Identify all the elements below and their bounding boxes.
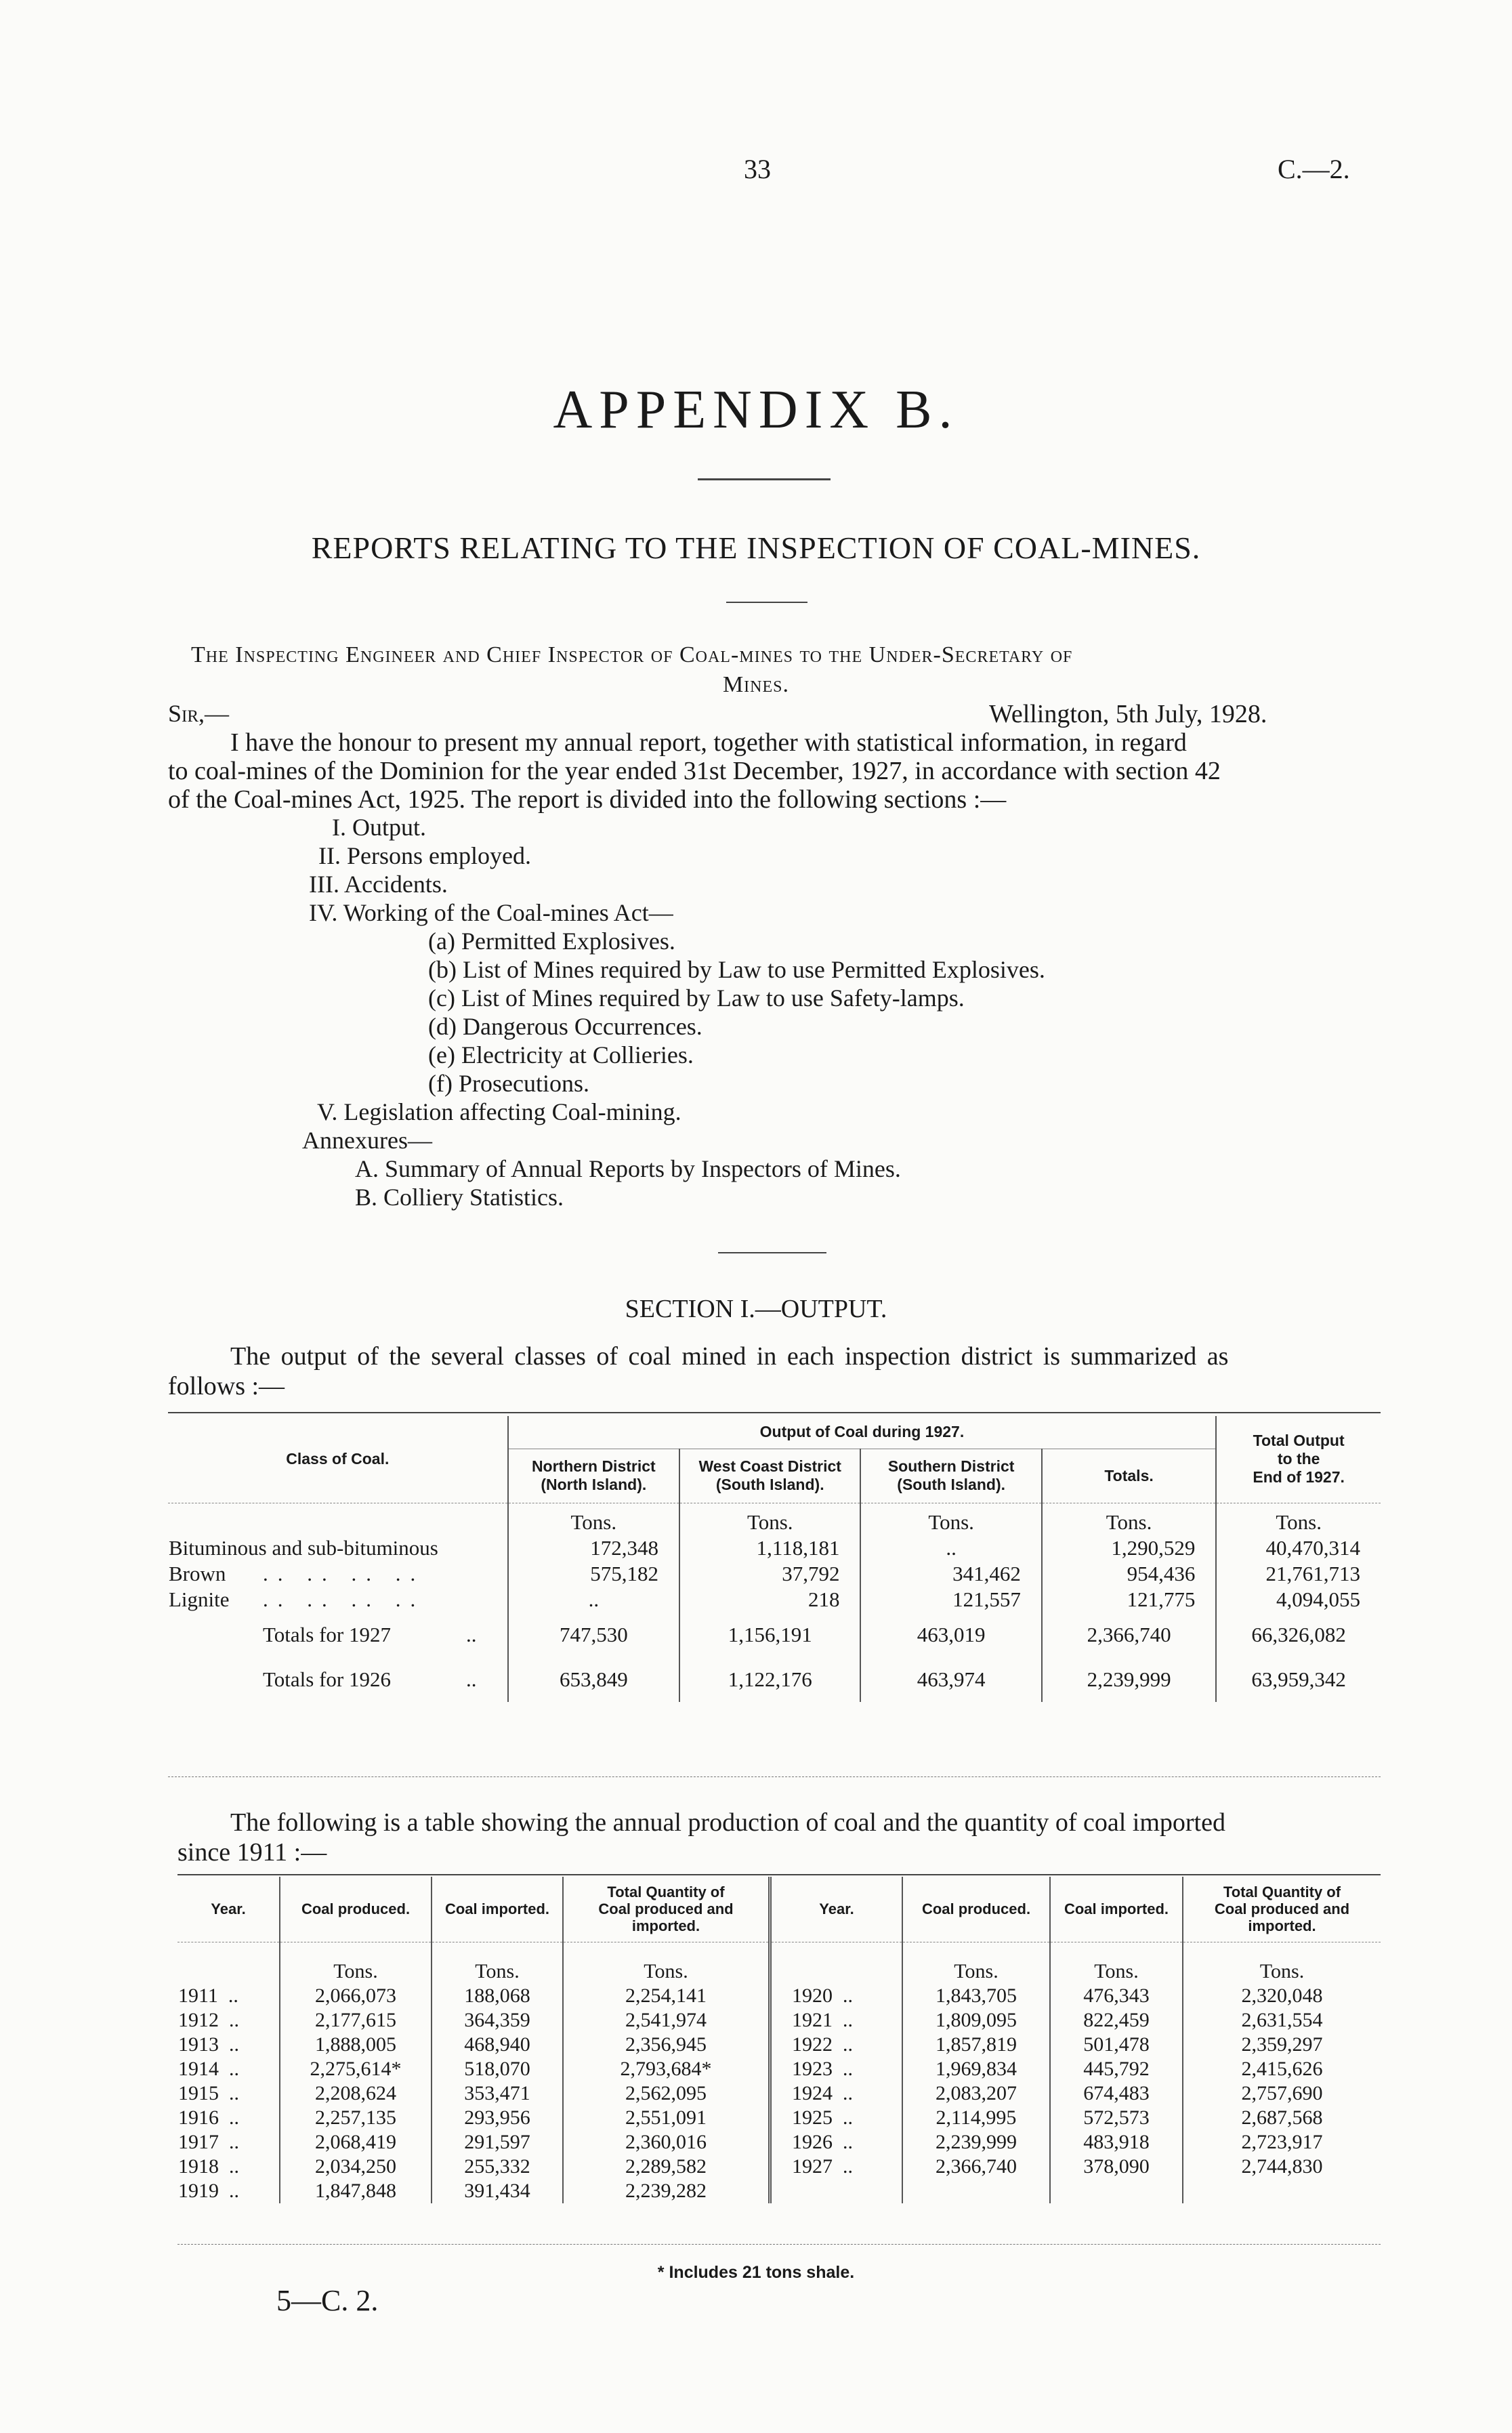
table-row [177, 1984, 1381, 2008]
col-year: Year. [211, 1900, 246, 1918]
cell: 341,462 [860, 1561, 1041, 1587]
col-text: Coal produced and [1214, 1900, 1350, 1918]
leader-dots: .. [217, 1984, 238, 2007]
col-total-text: to the [1277, 1450, 1320, 1468]
cell: 391,434 [432, 2179, 563, 2203]
unit-label: Tons. [679, 1503, 860, 1535]
year-text: 1924 [792, 2082, 833, 2104]
col-text: imported. [631, 1917, 700, 1935]
row-label [168, 1613, 508, 1657]
unit-label: Tons. [280, 1942, 432, 1984]
col-year: Year. [770, 1877, 903, 1942]
production-intro: The following is a table showing the annual production of coal and the quantity of coal imported [230, 1808, 1225, 1837]
col-text: (South Island). [715, 1476, 824, 1493]
salutation: Sir,— [168, 700, 230, 727]
year-cell [770, 2130, 903, 2155]
col-southern [860, 1449, 1041, 1503]
cell: 2,068,419 [280, 2130, 432, 2155]
cell: 2,114,995 [902, 2106, 1050, 2130]
cell: 291,597 [432, 2130, 563, 2155]
list-item: Annexures— [302, 1127, 432, 1154]
cell: 476,343 [1050, 1984, 1183, 2008]
cell: 1,809,095 [902, 2008, 1050, 2033]
footnote: * Includes 21 tons shale. [657, 2263, 855, 2282]
year-text: 1926 [792, 2131, 833, 2153]
col-class: Class of Coal. [286, 1450, 390, 1468]
table-row [177, 2057, 1381, 2081]
cell: 2,208,624 [280, 2081, 432, 2106]
cell: 747,530 [508, 1613, 679, 1657]
cell: 445,792 [1050, 2057, 1183, 2081]
cell: 1,118,181 [679, 1535, 860, 1561]
page-number: 33 [744, 154, 771, 184]
col-text: Total Quantity of [607, 1884, 725, 1901]
cell: 1,156,191 [679, 1613, 860, 1657]
cell: 218 [679, 1587, 860, 1613]
cell: 518,070 [432, 2057, 563, 2081]
table-rule [177, 2244, 1381, 2245]
col-produced: Coal produced. [280, 1877, 432, 1942]
year-cell [177, 2179, 280, 2203]
col-total-text: End of 1927. [1253, 1468, 1345, 1486]
leader-dots: .. [833, 2082, 853, 2104]
section-title: SECTION I.—OUTPUT. [625, 1295, 887, 1323]
leader-dots: .. .. .. .. [263, 1562, 425, 1585]
cell: 468,940 [432, 2033, 563, 2057]
unit-label: Tons. [563, 1942, 770, 1984]
totals-row [168, 1613, 1381, 1657]
leader-dots: .. .. .. .. [263, 1587, 425, 1611]
appendix-title: APPENDIX B. [553, 380, 959, 440]
cell: 501,478 [1050, 2033, 1183, 2057]
year-text: 1923 [792, 2058, 833, 2080]
cell: 954,436 [1042, 1561, 1217, 1587]
col-text: Total Quantity of [1223, 1884, 1341, 1901]
cell: 2,254,141 [563, 1984, 770, 2008]
cell: 188,068 [432, 1984, 563, 2008]
cell: 653,849 [508, 1657, 679, 1702]
list-item: B. Colliery Statistics. [355, 1184, 564, 1211]
list-item: A. Summary of Annual Reports by Inspectors of Mines. [355, 1155, 901, 1182]
addressee-line: The Inspecting Engineer and Chief Inspector of Coal-mines to the Under-Secretary of [191, 642, 1073, 667]
leader-dots: .. [219, 2058, 239, 2080]
cell: .. [860, 1535, 1041, 1561]
year-cell [177, 2130, 280, 2155]
row-label [168, 1657, 508, 1702]
cell: 2,793,684* [563, 2057, 770, 2081]
year-cell [177, 2081, 280, 2106]
year-cell [177, 2057, 280, 2081]
cell: 572,573 [1050, 2106, 1183, 2130]
list-item: V. Legislation affecting Coal-mining. [317, 1098, 681, 1125]
row-label-text: Brown [169, 1562, 226, 1585]
cell: 2,631,554 [1183, 2008, 1381, 2033]
unit-label: Tons. [508, 1503, 679, 1535]
cell: 255,332 [432, 2155, 563, 2179]
cell: 575,182 [508, 1561, 679, 1587]
addressee-line: Mines. [722, 672, 790, 697]
output-intro: follows :— [168, 1372, 285, 1400]
year-cell [177, 1984, 280, 2008]
output-table [168, 1416, 1381, 1702]
cell: 364,359 [432, 2008, 563, 2033]
year-text: 1918 [178, 2155, 219, 2178]
cell: 4,094,055 [1216, 1587, 1381, 1613]
cell: 2,356,945 [563, 2033, 770, 2057]
list-item: (a) Permitted Explosives. [428, 928, 675, 955]
cell: 2,687,568 [1183, 2106, 1381, 2130]
col-text: (North Island). [541, 1476, 647, 1493]
leader-dots: .. [833, 2155, 853, 2178]
cell: 2,289,582 [563, 2155, 770, 2179]
year-cell [770, 2008, 903, 2033]
cell: 1,847,848 [280, 2179, 432, 2203]
cell: 21,761,713 [1216, 1561, 1381, 1587]
divider [698, 478, 831, 480]
col-text: Coal produced and [598, 1900, 734, 1918]
unit-label: Tons. [1216, 1503, 1381, 1535]
place-date: Wellington, 5th July, 1928. [989, 700, 1267, 728]
year-cell [177, 2106, 280, 2130]
table-row [168, 1587, 1381, 1613]
leader-dots: .. [833, 2106, 853, 2129]
col-west-coast [679, 1449, 860, 1503]
row-label: Bituminous and sub-bituminous [169, 1536, 438, 1560]
col-total-output [1216, 1416, 1381, 1503]
cell [902, 2179, 1050, 2203]
col-text: Northern District [531, 1457, 656, 1475]
output-intro: The output of the several classes of coal mined in each inspection district is summarized as [230, 1342, 1229, 1371]
unit-label: Tons. [432, 1942, 563, 1984]
year-cell [770, 2081, 903, 2106]
col-output-group: Output of Coal during 1927. [508, 1416, 1217, 1449]
list-item: (f) Prosecutions. [428, 1070, 589, 1097]
table-rule [168, 1776, 1381, 1777]
table-row [177, 2008, 1381, 2033]
cell: 2,366,740 [1042, 1613, 1217, 1657]
year-cell [177, 2008, 280, 2033]
leader-dots: .. [466, 1667, 477, 1691]
cell: 2,541,974 [563, 2008, 770, 2033]
cell: 2,744,830 [1183, 2155, 1381, 2179]
leader-dots: .. [219, 2180, 239, 2202]
year-cell [770, 2033, 903, 2057]
leader-dots: .. [833, 2131, 853, 2153]
cell: 1,843,705 [902, 1984, 1050, 2008]
leader-dots: .. [833, 1984, 853, 2007]
cell: 40,470,314 [1216, 1535, 1381, 1561]
col-total [563, 1877, 770, 1942]
reports-title: REPORTS RELATING TO THE INSPECTION OF COAL-MINES. [311, 531, 1201, 565]
leader-dots: .. [219, 2082, 239, 2104]
row-label-text: Totals for 1926 [263, 1667, 391, 1691]
cell: 1,290,529 [1042, 1535, 1217, 1561]
table-row [177, 2033, 1381, 2057]
letter-body: I have the honour to present my annual report, together with statistical information, in regard [230, 728, 1187, 757]
cell: 2,757,690 [1183, 2081, 1381, 2106]
list-item: (d) Dangerous Occurrences. [428, 1013, 702, 1040]
totals-row [168, 1657, 1381, 1702]
year-text: 1914 [178, 2058, 219, 2080]
list-item: III. Accidents. [309, 871, 448, 898]
table-rule [177, 1874, 1381, 1875]
cell: 2,562,095 [563, 2081, 770, 2106]
row-label-text: Totals for 1927 [263, 1623, 391, 1646]
cell: 2,723,917 [1183, 2130, 1381, 2155]
cell: 2,034,250 [280, 2155, 432, 2179]
col-total-text: Total Output [1253, 1432, 1345, 1450]
production-table [177, 1877, 1381, 2203]
col-totals: Totals. [1042, 1449, 1217, 1503]
divider [726, 602, 807, 603]
unit-label: Tons. [860, 1503, 1041, 1535]
list-item: I. Output. [332, 814, 426, 841]
cell: 463,974 [860, 1657, 1041, 1702]
year-cell [770, 1984, 903, 2008]
year-text: 1919 [178, 2180, 219, 2202]
leader-dots: .. [833, 2058, 853, 2080]
cell: 2,415,626 [1183, 2057, 1381, 2081]
cell: 2,366,740 [902, 2155, 1050, 2179]
row-label [168, 1561, 508, 1587]
cell: 2,257,135 [280, 2106, 432, 2130]
cell: 2,359,297 [1183, 2033, 1381, 2057]
table-row [177, 2179, 1381, 2203]
leader-dots: .. [219, 2009, 239, 2031]
letter-body: of the Coal-mines Act, 1925. The report is divided into the following sections :— [168, 785, 1007, 814]
year-cell [177, 2155, 280, 2179]
cell [1183, 2179, 1381, 2203]
year-cell [770, 2155, 903, 2179]
cell: 463,019 [860, 1613, 1041, 1657]
cell [1050, 2179, 1183, 2203]
cell: 822,459 [1050, 2008, 1183, 2033]
cell: 66,326,082 [1216, 1613, 1381, 1657]
table-rule [168, 1412, 1381, 1413]
year-text: 1917 [178, 2131, 219, 2153]
table-row [177, 2081, 1381, 2106]
cell: 2,551,091 [563, 2106, 770, 2130]
list-item: (c) List of Mines required by Law to use Safety-lamps. [428, 984, 965, 1012]
cell: 121,775 [1042, 1587, 1217, 1613]
col-imported: Coal imported. [432, 1877, 563, 1942]
list-item: (b) List of Mines required by Law to use Permitted Explosives. [428, 956, 1045, 983]
year-cell [177, 2033, 280, 2057]
cell: 1,122,176 [679, 1657, 860, 1702]
table-row [177, 2155, 1381, 2179]
year-text: 1911 [178, 1984, 218, 2007]
cell: 63,959,342 [1216, 1657, 1381, 1702]
table-row [168, 1561, 1381, 1587]
cell: 2,320,048 [1183, 1984, 1381, 2008]
list-item: IV. Working of the Coal-mines Act— [309, 899, 673, 926]
year-text: 1913 [178, 2033, 219, 2056]
table-row [168, 1535, 1381, 1561]
col-produced: Coal produced. [902, 1877, 1050, 1942]
unit-label: Tons. [1042, 1503, 1217, 1535]
cell: .. [508, 1587, 679, 1613]
leader-dots: .. [219, 2106, 239, 2129]
list-item: II. Persons employed. [318, 842, 531, 869]
year-cell [770, 2057, 903, 2081]
leader-dots: .. [833, 2033, 853, 2056]
cell: 1,969,834 [902, 2057, 1050, 2081]
production-intro: since 1911 :— [177, 1838, 327, 1867]
year-text: 1915 [178, 2082, 219, 2104]
doc-reference: C.—2. [1278, 154, 1350, 184]
row-label-text: Lignite [169, 1587, 230, 1611]
table-row [177, 2130, 1381, 2155]
col-imported: Coal imported. [1050, 1877, 1183, 1942]
section-list [0, 813, 1045, 1211]
divider [718, 1252, 826, 1253]
col-text: imported. [1248, 1917, 1316, 1935]
unit-label: Tons. [1183, 1942, 1381, 1984]
year-text: 1916 [178, 2106, 219, 2129]
cell: 2,177,615 [280, 2008, 432, 2033]
cell: 37,792 [679, 1561, 860, 1587]
cell: 2,275,614* [280, 2057, 432, 2081]
table-row [177, 2106, 1381, 2130]
year-text: 1922 [792, 2033, 833, 2056]
unit-label: Tons. [1050, 1942, 1183, 1984]
list-item: (e) Electricity at Collieries. [428, 1041, 694, 1068]
cell: 2,239,999 [902, 2130, 1050, 2155]
year-text: 1921 [792, 2009, 833, 2031]
unit-label: Tons. [902, 1942, 1050, 1984]
cell: 2,239,999 [1042, 1657, 1217, 1702]
year-cell [770, 2106, 903, 2130]
cell: 378,090 [1050, 2155, 1183, 2179]
year-text: 1927 [792, 2155, 833, 2178]
col-total [1183, 1877, 1381, 1942]
year-cell [770, 2179, 903, 2203]
col-northern [508, 1449, 679, 1503]
leader-dots: .. [219, 2033, 239, 2056]
leader-dots: .. [466, 1623, 477, 1646]
leader-dots: .. [833, 2009, 853, 2031]
cell: 2,239,282 [563, 2179, 770, 2203]
leader-dots: .. [219, 2131, 239, 2153]
year-text: 1912 [178, 2009, 219, 2031]
signature-mark: 5—C. 2. [276, 2284, 379, 2317]
year-text: 1920 [792, 1984, 833, 2007]
letter-body: to coal-mines of the Dominion for the year ended 31st December, 1927, in accordance with section 42 [168, 757, 1221, 785]
cell: 674,483 [1050, 2081, 1183, 2106]
cell: 172,348 [508, 1535, 679, 1561]
cell: 293,956 [432, 2106, 563, 2130]
cell: 1,888,005 [280, 2033, 432, 2057]
cell: 483,918 [1050, 2130, 1183, 2155]
year-text: 1925 [792, 2106, 833, 2129]
row-label [168, 1587, 508, 1613]
cell: 2,066,073 [280, 1984, 432, 2008]
col-text: West Coast District [698, 1457, 841, 1475]
col-text: Southern District [887, 1457, 1015, 1475]
cell: 2,083,207 [902, 2081, 1050, 2106]
leader-dots: .. [219, 2155, 239, 2178]
cell: 2,360,016 [563, 2130, 770, 2155]
cell: 1,857,819 [902, 2033, 1050, 2057]
cell: 121,557 [860, 1587, 1041, 1613]
col-text: (South Island). [897, 1476, 1005, 1493]
cell: 353,471 [432, 2081, 563, 2106]
